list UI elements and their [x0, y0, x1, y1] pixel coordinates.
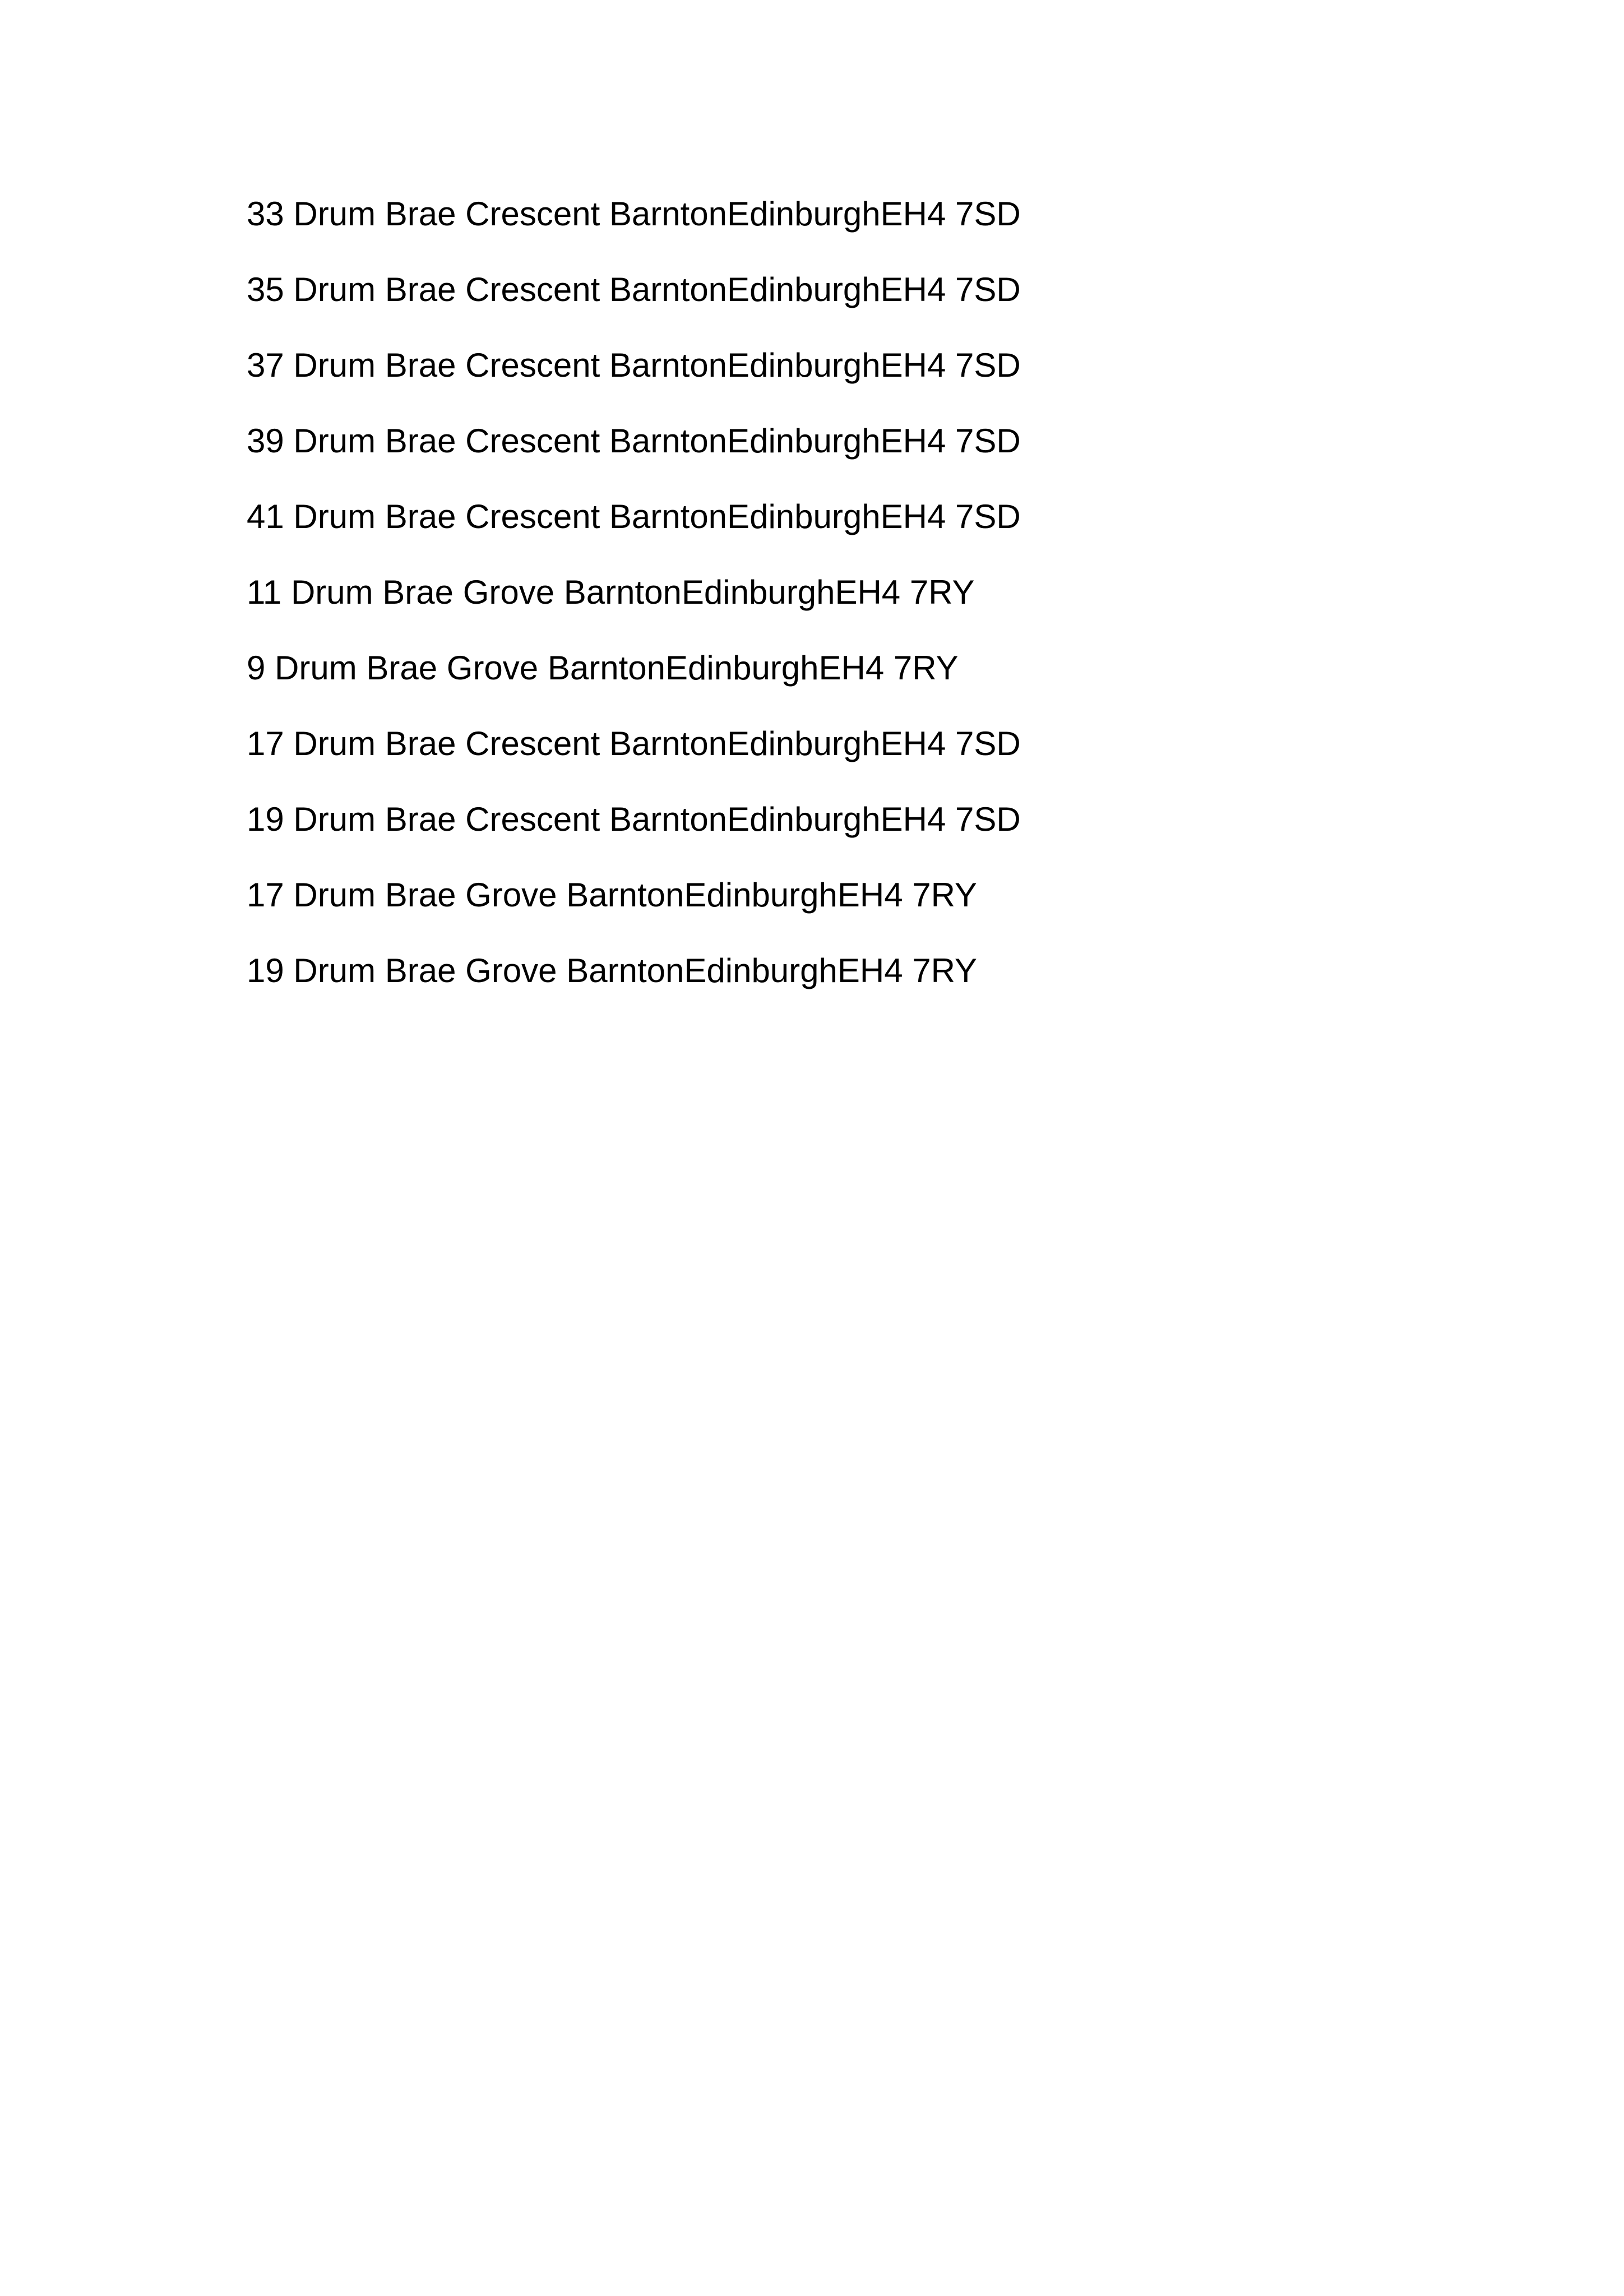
- address-line: 17 Drum Brae Crescent BarntonEdinburghEH4 7SD: [247, 725, 1021, 762]
- address-line: 17 Drum Brae Grove BarntonEdinburghEH4 7RY: [247, 876, 977, 914]
- address-line: 41 Drum Brae Crescent BarntonEdinburghEH4 7SD: [247, 498, 1021, 535]
- address-line: 19 Drum Brae Grove BarntonEdinburghEH4 7RY: [247, 952, 977, 989]
- address-line: 9 Drum Brae Grove BarntonEdinburghEH4 7RY: [247, 649, 959, 687]
- address-line: 35 Drum Brae Crescent BarntonEdinburghEH4 7SD: [247, 271, 1021, 308]
- address-list: [247, 195, 1021, 1027]
- address-line: 11 Drum Brae Grove BarntonEdinburghEH4 7RY: [247, 573, 975, 611]
- address-line: 33 Drum Brae Crescent BarntonEdinburghEH4 7SD: [247, 195, 1021, 233]
- address-line: 19 Drum Brae Crescent BarntonEdinburghEH4 7SD: [247, 800, 1021, 838]
- address-line: 37 Drum Brae Crescent BarntonEdinburghEH4 7SD: [247, 346, 1021, 384]
- address-line: 39 Drum Brae Crescent BarntonEdinburghEH4 7SD: [247, 422, 1021, 460]
